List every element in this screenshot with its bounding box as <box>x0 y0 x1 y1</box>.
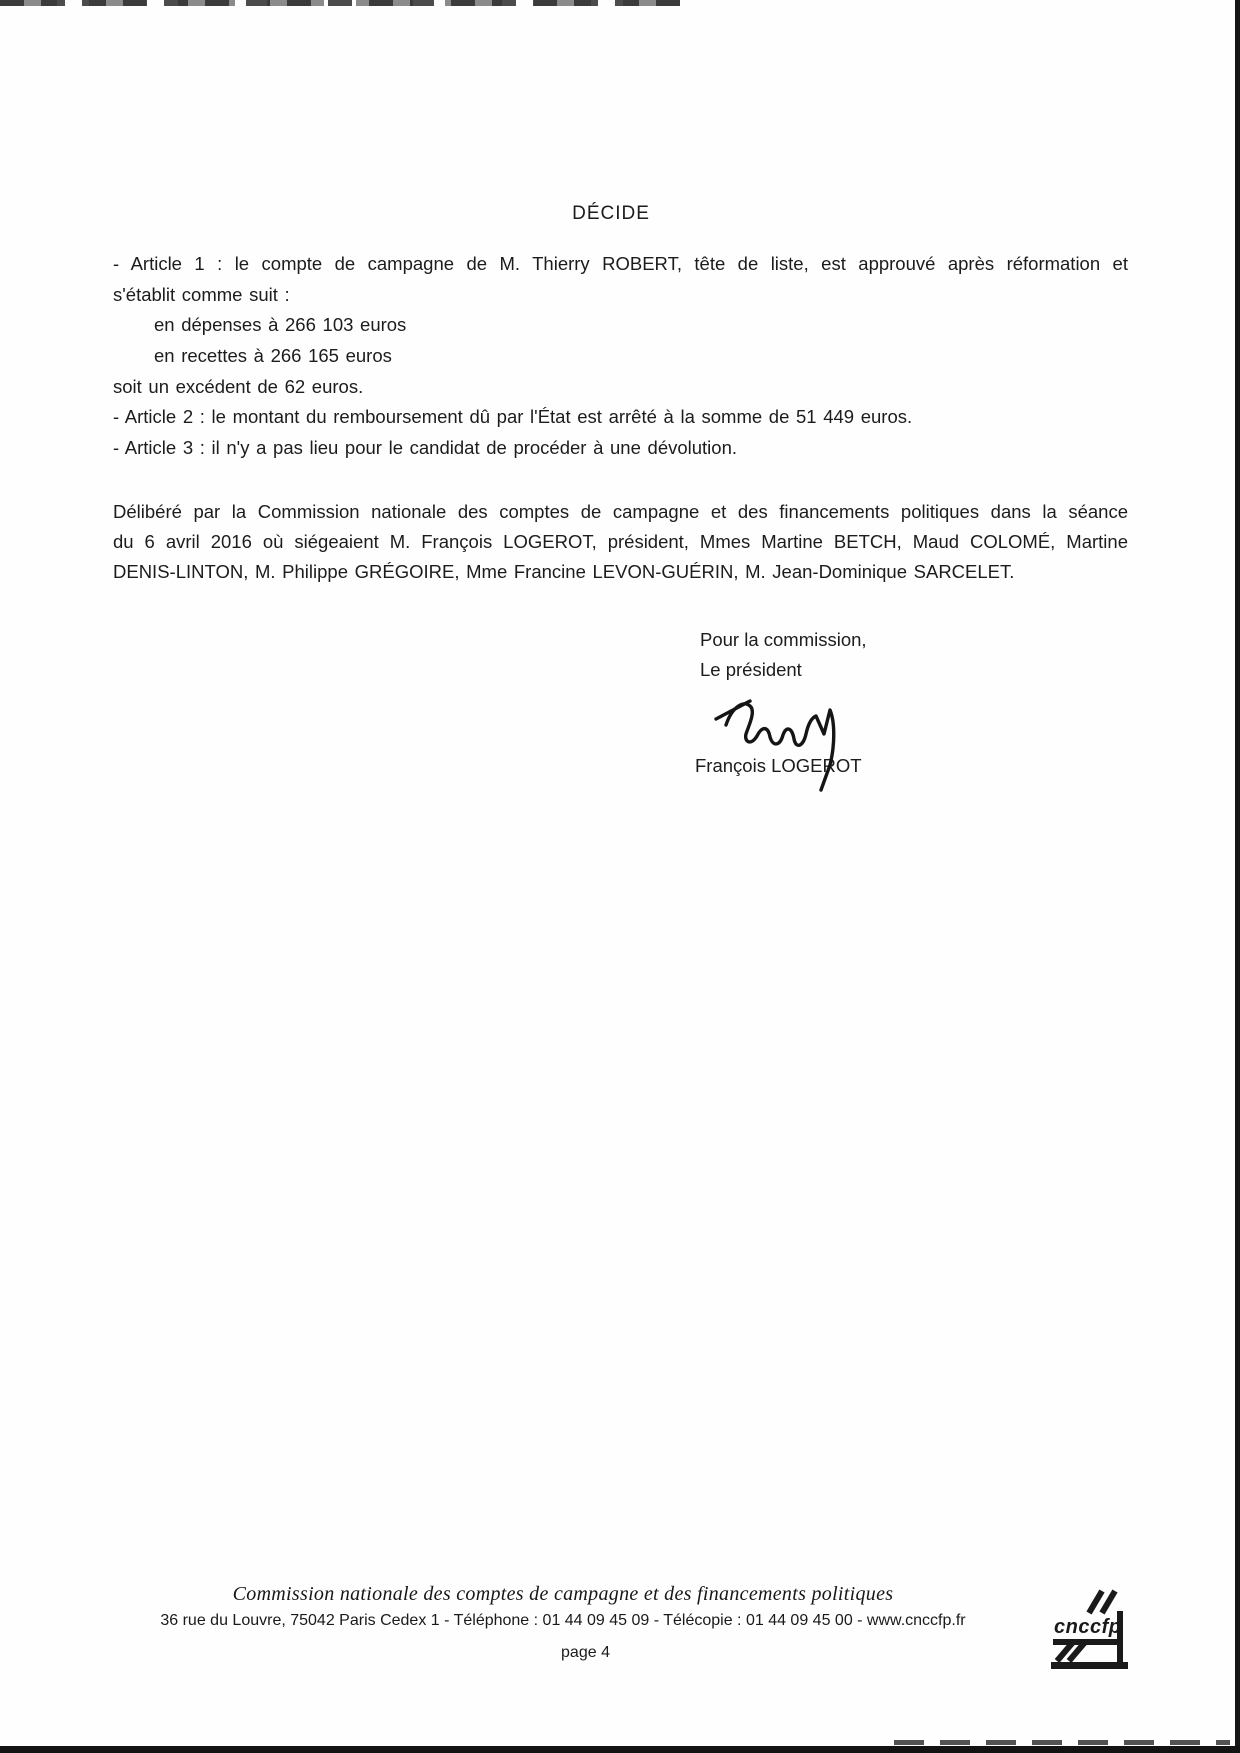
article3-text: - Article 3 : il n'y a pas lieu pour le candidat de procéder à une dévolution. <box>113 437 738 459</box>
cnccfp-logo-text: cnccfp <box>1054 1616 1122 1638</box>
footer-page-number: page 4 <box>561 1644 610 1661</box>
deliberation-line3: DENIS-LINTON, M. Philippe GRÉGOIRE, Mme Francine LEVON-GUÉRIN, M. Jean-Dominique SARCELET. <box>113 560 1015 582</box>
deliberation-line2: du 6 avril 2016 où siégeaient M. François LOGEROT, président, Mmes Martine BETCH, Maud COLOMÉ, Martine <box>113 530 1128 552</box>
decision-articles <box>113 252 1128 467</box>
deliberation-paragraph <box>113 500 1128 589</box>
deliberation-line1: Délibéré par la Commission nationale des comptes de campagne et des financements politiques dans la séance <box>113 501 1128 522</box>
signer-name: François LOGEROT <box>695 755 862 776</box>
signature-closing: Pour la commission, <box>700 629 867 650</box>
article1-line2: s'établit comme suit : <box>113 283 290 305</box>
scan-artifact-bottom-edge <box>0 1746 1240 1753</box>
signer-title: Le président <box>700 659 802 680</box>
article1-depenses: en dépenses à 266 103 euros <box>154 314 407 336</box>
scan-artifact-top-edge <box>0 0 680 6</box>
scan-artifact-bottom-dashes <box>894 1740 1230 1745</box>
handwritten-signature <box>712 693 847 798</box>
article1-excedent: soit un excédent de 62 euros. <box>113 375 364 397</box>
scan-artifact-right-edge <box>1235 0 1240 1753</box>
article2-text: - Article 2 : le montant du remboursement dû par l'État est arrêté à la somme de 51 449 euros. <box>113 406 913 428</box>
footer-org-name: Commission nationale des comptes de campagne et des financements politiques <box>232 1583 894 1605</box>
decision-heading: DÉCIDE <box>572 203 650 224</box>
article1-recettes: en recettes à 266 165 euros <box>154 345 392 367</box>
cnccfp-logo <box>1051 1586 1131 1670</box>
article1-line1: - Article 1 : le compte de campagne de M. Thierry ROBERT, tête de liste, est approuvé après réformation et <box>113 253 1128 274</box>
footer-address: 36 rue du Louvre, 75042 Paris Cedex 1 - Téléphone : 01 44 09 45 09 - Télécopie : 01 44 09 45 00 - www.cnccfp.fr <box>160 1612 966 1629</box>
